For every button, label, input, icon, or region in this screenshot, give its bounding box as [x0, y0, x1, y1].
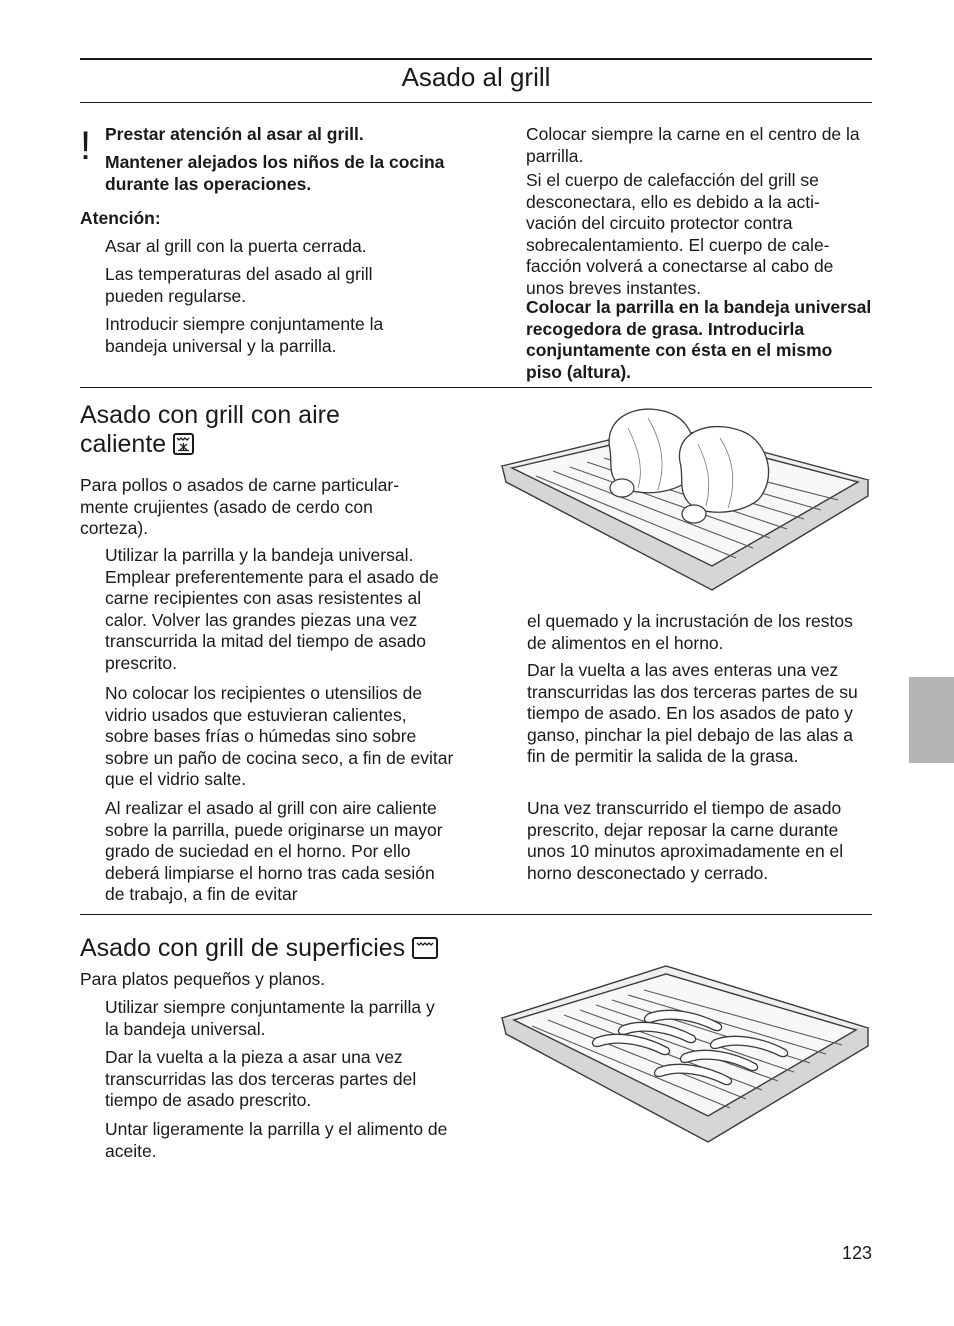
section-title-line1: Asado con grill con aire	[80, 401, 340, 429]
top-rule	[80, 58, 872, 60]
surface-grill-icon	[412, 937, 438, 959]
section-title-line2: caliente	[80, 430, 167, 458]
chicken-tray-illustration	[498, 398, 872, 598]
surface-item: Untar ligeramente la parrilla y el alimento de aceite.	[105, 1119, 448, 1161]
attention-item: Asar al grill con la puerta cerrada.	[105, 236, 367, 256]
page-number: 123	[841, 1243, 872, 1263]
side-tab-marker	[909, 677, 954, 763]
attention-label: Atención:	[80, 208, 161, 228]
warning-line-1: Prestar atención al asar al grill.	[105, 124, 364, 144]
right-intro-p3: Colocar la parrilla en la bandeja universal recogedora de grasa. Introducirla conjuntamente con ésta en el mismo piso (altura).	[526, 297, 872, 382]
page-title: Asado al grill	[401, 62, 551, 92]
section-title-surface	[80, 934, 520, 963]
section-divider	[80, 914, 872, 915]
hot-air-continued: Dar la vuelta a las aves enteras una vez transcurridas las dos terceras partes de su tiempo de asado. En los asados de pato y ganso, pinchar la piel debajo de las alas a fin de permitir la salida de la grasa.	[527, 660, 858, 766]
hot-air-item: Utilizar la parrilla y la bandeja universal. Emplear preferentemente para el asado de carne recipientes con asas resistentes al calor. Volver las grandes piezas una vez transcurrida la mitad del tiempo de asado prescrito.	[105, 545, 439, 673]
hot-air-continued: el quemado y la incrustación de los restos de alimentos en el horno.	[527, 611, 853, 653]
sausage-tray-illustration	[498, 962, 872, 1158]
right-intro-p1: Colocar siempre la carne en el centro de la parrilla.	[526, 124, 860, 166]
surface-item: Dar la vuelta a la pieza a asar una vez transcurridas las dos terceras partes del tiempo de asado prescrito.	[105, 1047, 417, 1110]
hot-air-item: No colocar los recipientes o utensilios de vidrio usados que estuvieran calientes, sobre bases frías o húmedas sino sobre sobre un paño de cocina seco, a fin de evitar que el vidrio salte.	[105, 683, 454, 789]
section-divider	[80, 387, 872, 388]
warning-icon: !	[80, 124, 92, 168]
hot-air-intro: Para pollos o asados de carne particular- mente crujientes (asado de cerdo con corteza).	[80, 475, 400, 538]
attention-item: Introducir siempre conjuntamente la bandeja universal y la parrilla.	[105, 314, 384, 356]
hot-air-continued: Una vez transcurrido el tiempo de asado prescrito, dejar reposar la carne durante unos 10 minutos aproximadamente en el horno desconectado y cerrado.	[527, 798, 844, 883]
grill-fan-icon	[173, 433, 194, 455]
warning-line-2: Mantener alejados los niños de la cocina durante las operaciones.	[105, 152, 445, 194]
surface-item: Utilizar siempre conjuntamente la parrilla y la bandeja universal.	[105, 997, 435, 1039]
header-bottom-rule	[80, 102, 872, 103]
attention-item: Las temperaturas del asado al grill pueden regularse.	[105, 264, 373, 306]
section-title-surface-text: Asado con grill de superficies	[80, 934, 406, 962]
hot-air-item: Al realizar el asado al grill con aire caliente sobre la parrilla, puede originarse un mayor grado de suciedad en el horno. Por ello deberá limpiarse el horno tras cada sesión de trabajo, a fin de evitar	[105, 798, 443, 904]
right-intro-p2: Si el cuerpo de calefacción del grill se desconectara, ello es debido a la acti- vación del circuito protector contra sobrecalentamiento. El cuerpo de cale- facción volverá a conectarse al cabo de unos breves instantes.	[526, 170, 834, 298]
surface-intro: Para platos pequeños y planos.	[80, 969, 326, 989]
section-title-hot-air	[80, 401, 480, 459]
